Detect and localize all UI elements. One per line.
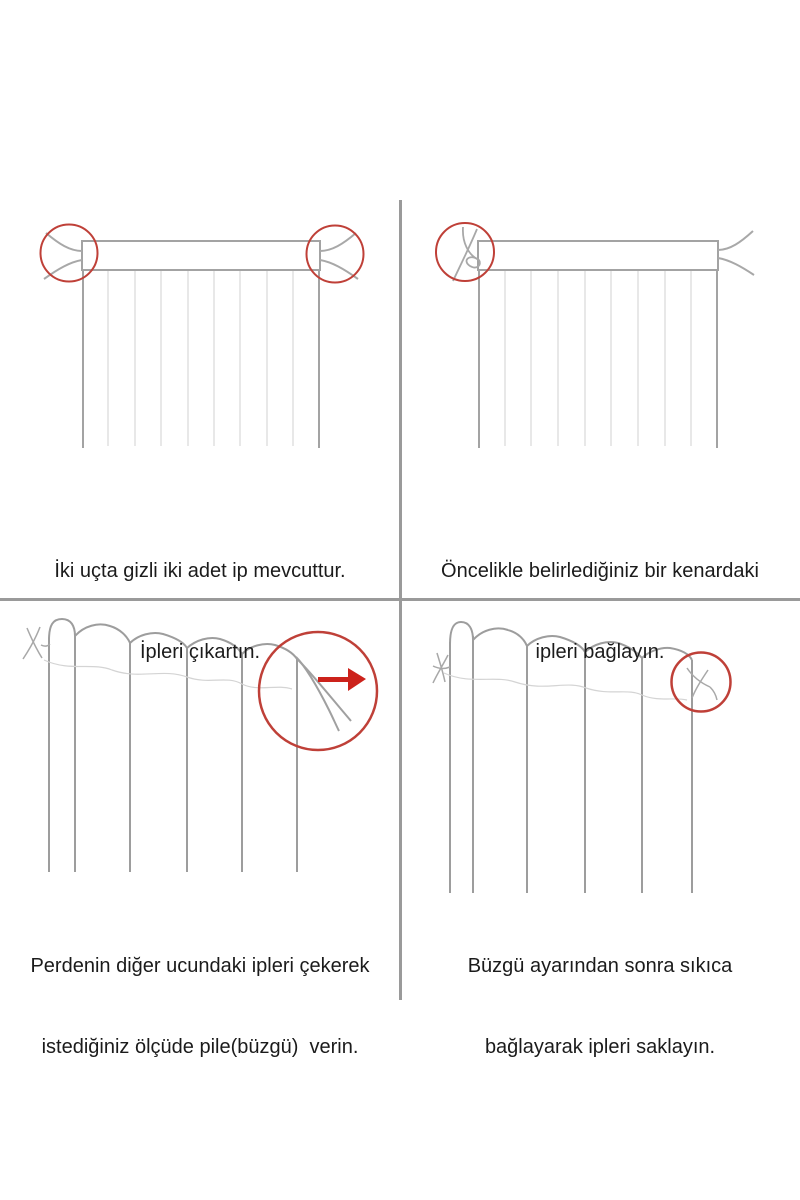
step3-caption-line2: istediğiniz ölçüde pile(büzgü) verin. <box>41 1036 359 1058</box>
step2-caption <box>400 504 800 720</box>
step3-caption <box>0 899 400 1115</box>
curtain-flat-icon <box>82 241 320 448</box>
step3-caption-line1: Perdenin diğer ucundaki ipleri çekerek <box>30 955 370 977</box>
string-ends-right-icon <box>718 231 754 275</box>
step2-caption-line1: Öncelikle belirlediğiniz bir kenardaki <box>441 560 759 582</box>
step4-caption-line1: Büzgü ayarından sonra sıkıca <box>467 955 733 977</box>
string-ends-right-icon <box>320 233 358 279</box>
step1-caption-line2: İpleri çıkartın. <box>139 641 261 663</box>
step4-caption <box>400 899 800 1115</box>
step1-caption <box>0 504 400 720</box>
step2-caption-line2: ipleri bağlayın. <box>535 641 665 663</box>
curtain-fold-lines <box>505 271 691 446</box>
curtain-fold-lines <box>108 271 293 446</box>
step4-caption-line2: bağlayarak ipleri saklayın. <box>484 1036 716 1058</box>
string-ends-left-icon <box>44 233 82 279</box>
curtain-header-tape <box>82 241 320 270</box>
knot-left-icon <box>453 227 480 281</box>
curtain-diagram-step1 <box>0 200 400 460</box>
curtain-header-tape <box>478 241 718 270</box>
step1-caption-line1: İki uçta gizli iki adet ip mevcuttur. <box>54 560 346 582</box>
curtain-diagram-step2 <box>400 200 800 460</box>
curtain-flat-icon <box>478 241 718 448</box>
